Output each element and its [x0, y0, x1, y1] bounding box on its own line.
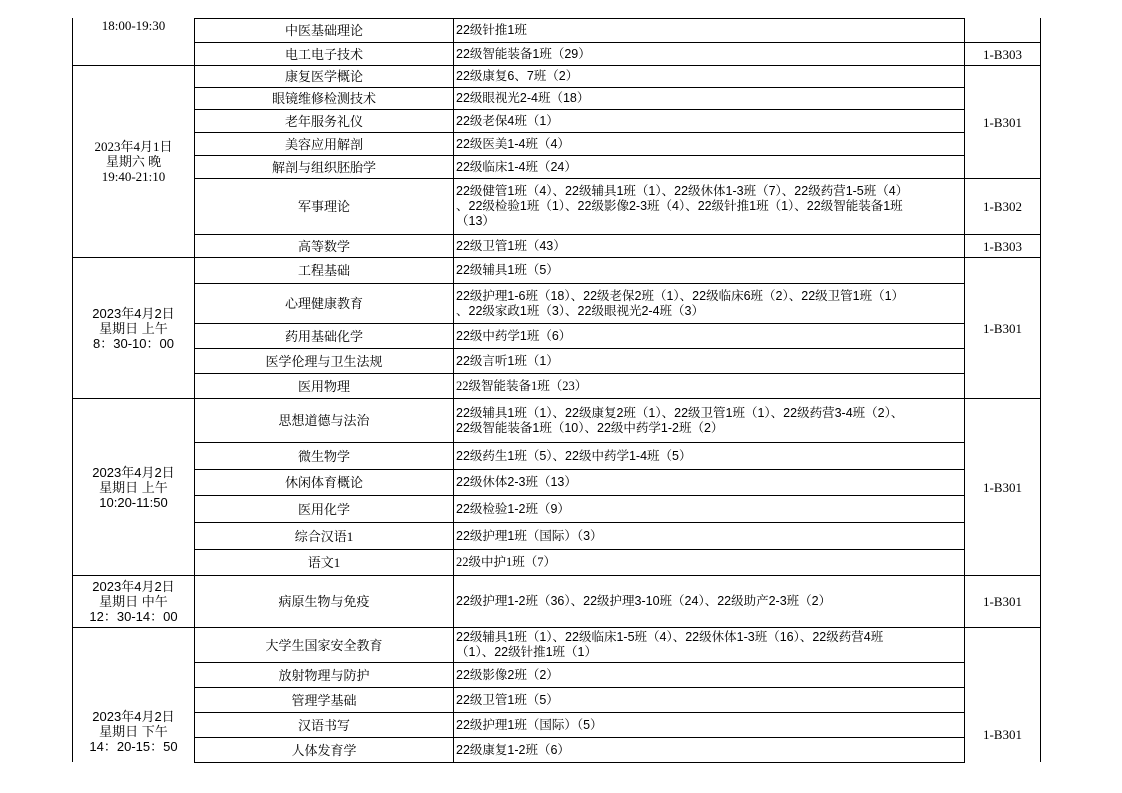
class-list: 22级卫管1班（43）: [456, 238, 566, 253]
time-slot-label: 2023年4月2日 星期日 上午 10:20-11:50: [92, 464, 175, 510]
course-name: 解剖与组织胚胎学: [271, 159, 376, 175]
class-list: 22级中护1班（7）: [456, 555, 557, 569]
time-slot-label: 2023年4月2日 星期日 下午 14：20-15：50: [89, 708, 178, 754]
course-name: 汉语书写: [297, 717, 350, 733]
class-list: 22级老保4班（1）: [456, 113, 559, 128]
class-list: 22级辅具1班（1）、22级康复2班（1）、22级卫管1班（1）、22级药营3-4班（2）、 22级智能装备1班（10）、22级中药学1-2班（2）: [456, 405, 904, 435]
time-slot-label: 2023年4月2日 星期日 中午 12：30-14：00: [89, 579, 178, 624]
course-name: 心理健康教育: [284, 296, 363, 311]
course-name: 综合汉语1: [294, 528, 354, 544]
class-list: 22级影像2班（2）: [456, 667, 559, 682]
class-list: 22级康复1-2班（6）: [456, 742, 570, 757]
course-name: 病原生物与免疫: [278, 594, 370, 609]
room-number: 1-B303: [983, 46, 1022, 62]
room-number: 1-B302: [983, 199, 1022, 214]
class-list: 22级针推1班: [456, 23, 527, 37]
course-name: 军事理论: [297, 199, 350, 214]
class-list: 22级护理1-2班（36）、22级护理3-10班（24）、22级助产2-3班（2）: [456, 594, 832, 608]
time-slot-label: 2023年4月2日 星期日 上午 8：30-10：00: [92, 305, 175, 351]
course-name: 医用物理: [297, 378, 350, 394]
course-name: 工程基础: [297, 263, 350, 278]
course-name: 休闲体育概论: [284, 475, 363, 490]
room-divider: [964, 627, 1041, 628]
class-list: 22级智能装备1班（23）: [456, 378, 588, 393]
class-list: 22级言听1班（1）: [456, 353, 559, 368]
class-list: 22级临床1-4班（24）: [456, 159, 577, 174]
room-number: 1-B301: [983, 594, 1022, 609]
room-number: 1-B301: [983, 114, 1022, 130]
course-name: 微生物学: [297, 448, 350, 464]
class-list: 22级卫管1班（5）: [456, 692, 559, 707]
time-slot-label: 2023年4月1日 星期六 晚 19:40-21:10: [94, 139, 173, 184]
course-name: 康复医学概论: [284, 69, 363, 84]
class-list: 22级康复6、7班（2）: [456, 69, 579, 83]
course-name: 语文1: [307, 555, 341, 570]
block-divider: [72, 627, 194, 628]
room-number: 1-B301: [983, 479, 1022, 495]
course-name: 电工电子技术: [284, 46, 363, 62]
course-name: 大学生国家安全教育: [265, 637, 383, 653]
class-list: 22级药生1班（5）、22级中药学1-4班（5）: [456, 448, 692, 463]
class-list: 22级医美1-4班（4）: [456, 136, 570, 151]
class-list: 22级辅具1班（5）: [456, 263, 559, 277]
class-list: 22级中药学1班（6）: [456, 328, 572, 343]
course-name: 医用化学: [297, 501, 350, 517]
course-name: 高等数学: [297, 238, 350, 254]
class-list: 22级检验1-2班（9）: [456, 501, 570, 516]
course-name: 美容应用解剖: [284, 136, 363, 152]
course-name: 老年服务礼仪: [284, 113, 363, 129]
class-list: 22级智能装备1班（29）: [456, 46, 591, 61]
course-name: 管理学基础: [291, 692, 357, 708]
class-list: 22级休体2-3班（13）: [456, 475, 577, 489]
course-name: 思想道德与法治: [278, 413, 370, 428]
course-name: 眼镜维修检测技术: [271, 91, 376, 106]
class-list: 22级辅具1班（1）、22级临床1-5班（4）、22级休体1-3班（16）、22级药营4班 （1）、22级针推1班（1）: [456, 630, 884, 659]
class-list: 22级护理1-6班（18）、22级老保2班（1）、22级临床6班（2）、22级卫管1班（1） 、22级家政1班（3）、22级眼视光2-4班（3）: [456, 288, 905, 318]
class-list: 22级护理1班（国际）（3）: [456, 528, 603, 543]
class-list: 22级护理1班（国际）（5）: [456, 717, 603, 732]
time-slot-label: 18:00-19:30: [101, 18, 166, 33]
class-list: 22级眼视光2-4班（18）: [456, 91, 590, 105]
class-list: 22级健管1班（4）、22级辅具1班（1）、22级休体1-3班（7）、22级药营1-5班（4） 、22级检验1班（1）、22级影像2-3班（4）、22级针推1班（1）、22级智能装备1班 （13）: [456, 184, 909, 228]
room-number: 1-B301: [983, 320, 1022, 336]
course-name: 人体发育学: [291, 742, 357, 758]
course-name: 医学伦理与卫生法规: [265, 353, 383, 369]
right-border: [1040, 18, 1041, 762]
room-number: 1-B301: [983, 726, 1022, 742]
course-name: 放射物理与防护: [278, 667, 370, 683]
room-number: 1-B303: [983, 238, 1022, 254]
course-name: 中医基础理论: [284, 23, 363, 38]
course-name: 药用基础化学: [284, 328, 363, 344]
